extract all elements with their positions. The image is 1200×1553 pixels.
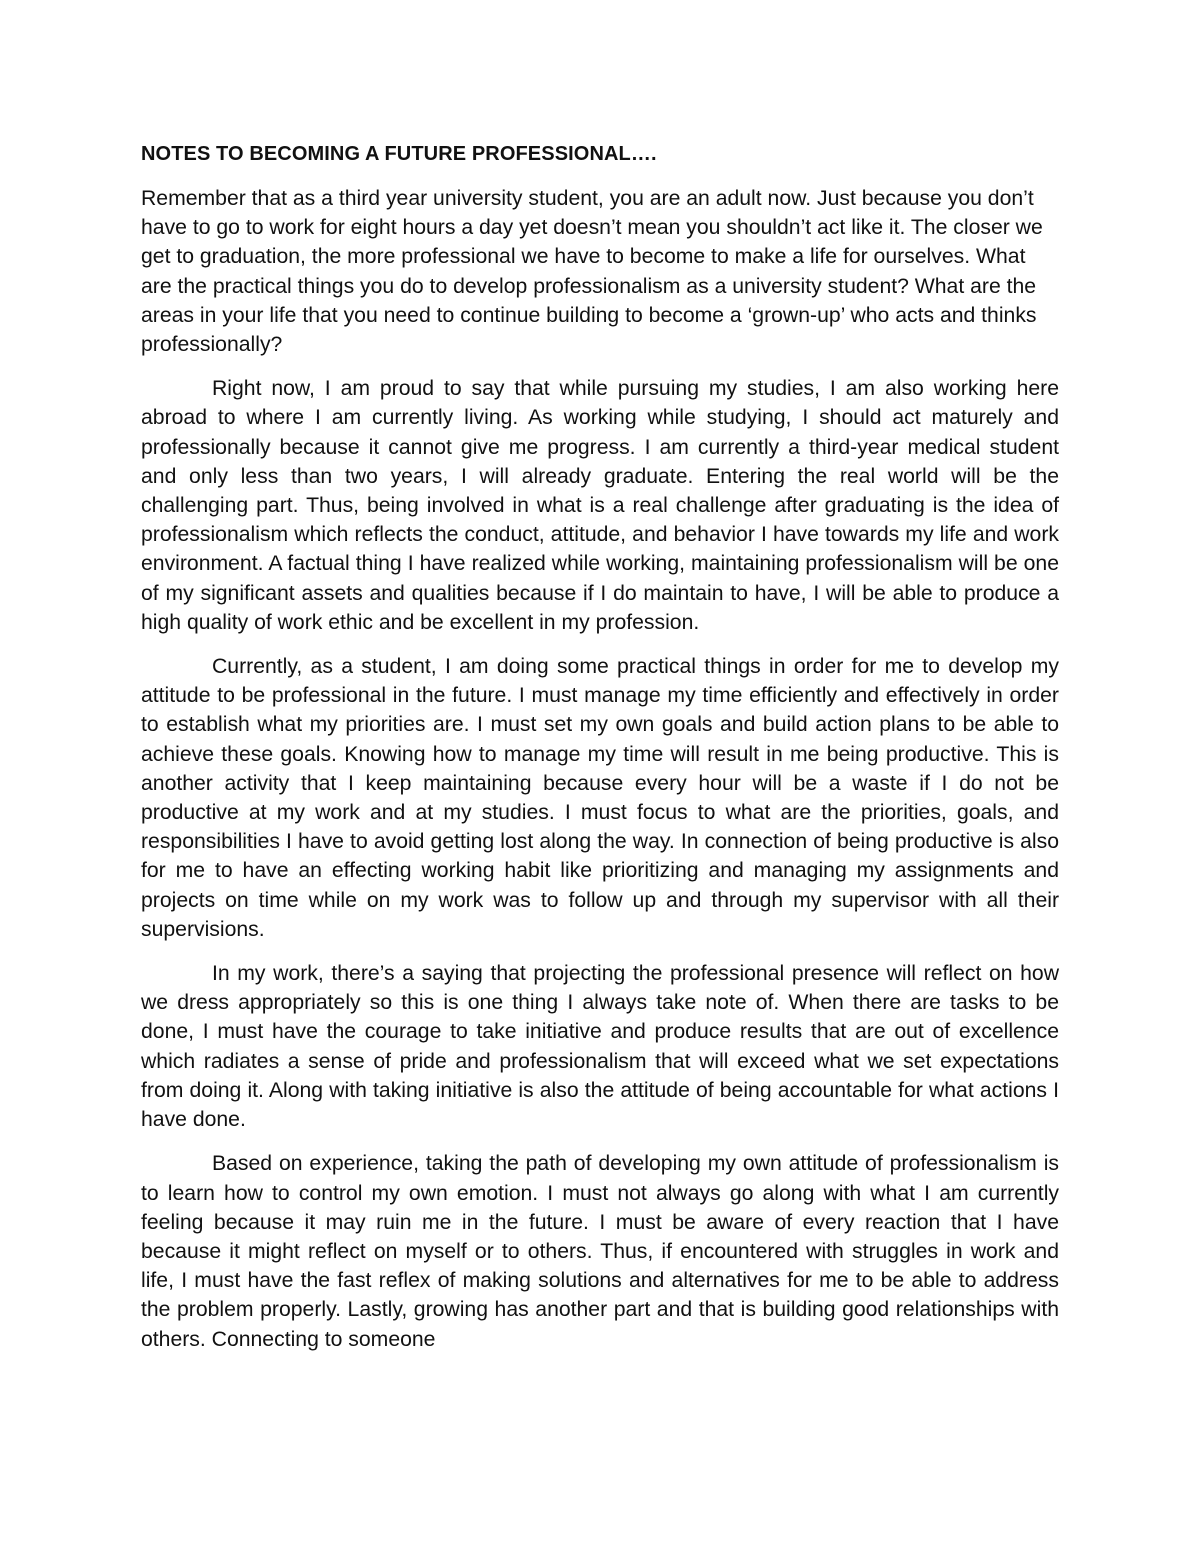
paragraph-intro: Remember that as a third year university student, you are an adult now. Just because you don’t have to go to work for eight hours a day yet doesn’t mean you shouldn’t act like it. The closer we get to graduation, the more professional we have to become to make a life for ourselves. What are the practical things you do to develop professionalism as a university student? What are the areas in your life that you need to continue building to become a ‘grown-up’ who acts and thinks professionally? (141, 187, 1043, 357)
document-page (141, 140, 1059, 1369)
paragraph-professional-presence: In my work, there’s a saying that projecting the professional presence will reflect on how we dress appropriately so this is one thing I always take note of. When there are tasks to be done, I must have the courage to take initiative and produce results that are out of excellence which radiates a sense of pride and professionalism that will exceed what we set expectations from doing it. Along with taking initiative is also the attitude of being accountable for what actions I have done. (141, 962, 1059, 1132)
document-title: NOTES TO BECOMING A FUTURE PROFESSIONAL…. (141, 143, 657, 165)
paragraph-emotion-control: Based on experience, taking the path of developing my own attitude of professionalism is to learn how to control my own emotion. I must not always go along with what I am currently feeling because it may ruin me in the future. I must be aware of every reaction that I have because it might reflect on myself or to others. Thus, if encountered with struggles in work and life, I must have the fast reflex of making solutions and alternatives for me to be able to address the problem properly. Lastly, growing has another part and that is building good relationships with others. Connecting to someone (141, 1152, 1059, 1351)
paragraph-practical-things: Currently, as a student, I am doing some practical things in order for me to develop my attitude to be professional in the future. I must manage my time efficiently and effectively in order to establish what my priorities are. I must set my own goals and build action plans to be able to achieve these goals. Knowing how to manage my time will result in me being productive. This is another activity that I keep maintaining because every hour will be a waste if I do not be productive at my work and at my studies. I must focus to what are the priorities, goals, and responsibilities I have to avoid getting lost along the way. In connection of being productive is also for me to have an effecting working habit like prioritizing and managing my assignments and projects on time while on my work was to follow up and through my supervisor with all their supervisions. (141, 655, 1059, 941)
paragraph-working-abroad: Right now, I am proud to say that while pursuing my studies, I am also working here abroad to where I am currently living. As working while studying, I should act maturely and professionally because it cannot give me progress. I am currently a third-year medical student and only less than two years, I will already graduate. Entering the real world will be the challenging part. Thus, being involved in what is a real challenge after graduating is the idea of professionalism which reflects the conduct, attitude, and behavior I have towards my life and work environment. A factual thing I have realized while working, maintaining professionalism will be one of my significant assets and qualities because if I do maintain to have, I will be able to produce a high quality of work ethic and be excellent in my profession. (141, 377, 1059, 634)
